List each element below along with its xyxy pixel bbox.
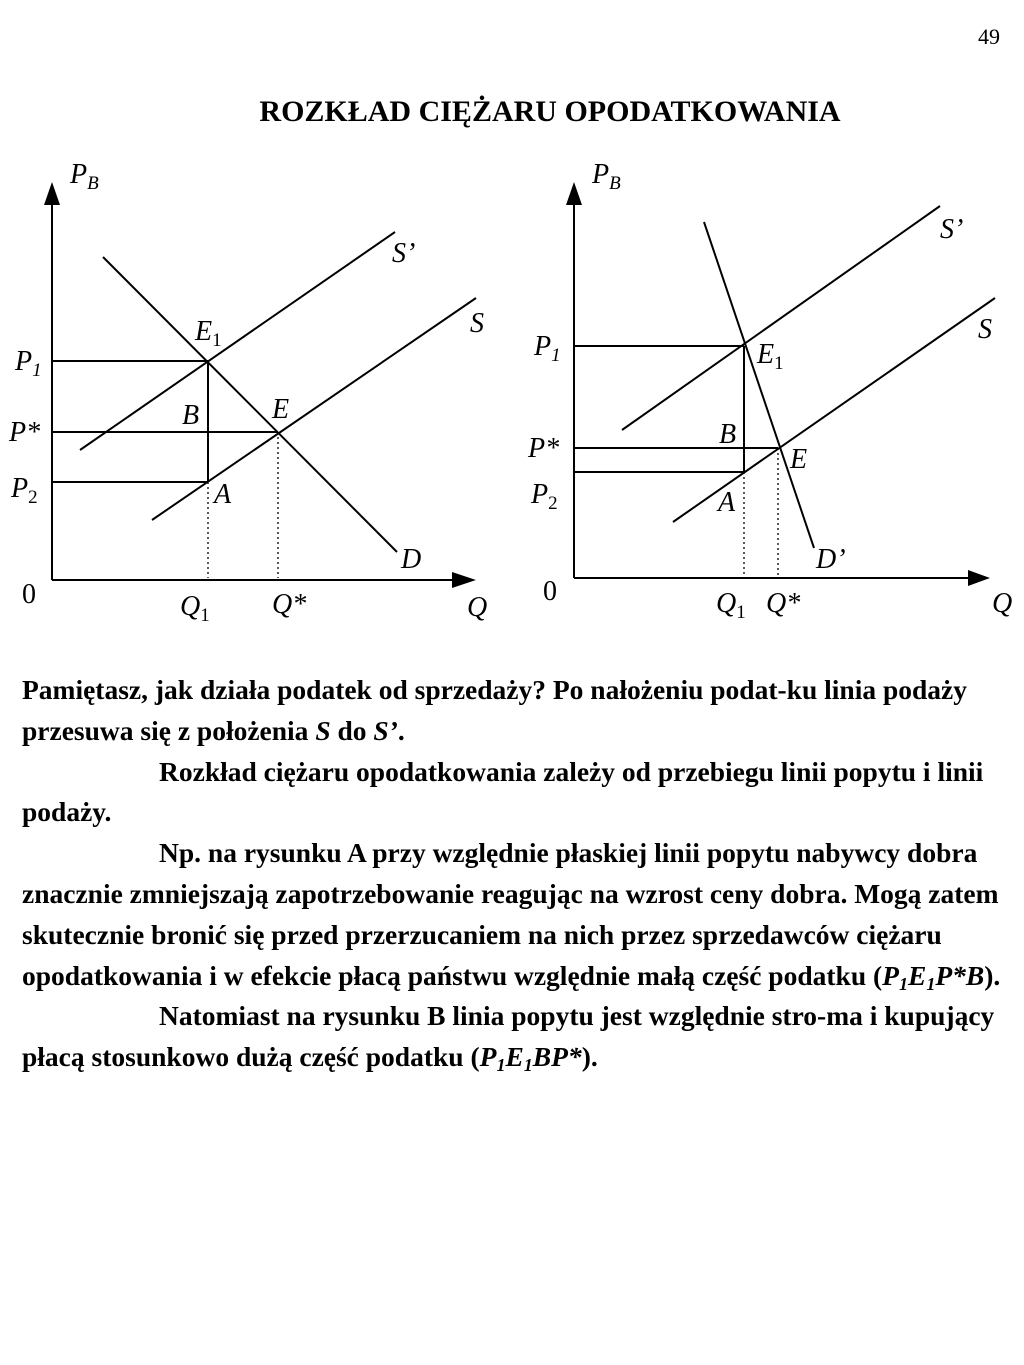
fig-a-demand-label: D [401, 544, 422, 575]
paragraph-3: Np. na rysunku A przy względnie płaskiej linii popytu nabywcy dobra znacznie zmniejszają zapotrzebowanie reagując na wzrost ceny dobra. Mogą zatem skutecznie bronić się przed przerzucaniem na nich przez sprzedawców ciężaru opodatkowania i w efekcie płacą państwu względnie małą część podatku (P1E1P*B). [22, 837, 1001, 994]
fig-a-x-axis-label: Q [467, 592, 488, 623]
fig-a-y-axis-label: $P_B$ [70, 159, 99, 194]
fig-b-demand-label: D’ [816, 544, 846, 575]
fig-b-p1-label: $P_1$ [534, 331, 561, 366]
fig-a-y-arrow [44, 182, 60, 205]
figure-a-labels [8, 159, 487, 626]
fig-a-e-label: E [272, 394, 290, 425]
fig-b-x-arrow [968, 570, 990, 586]
fig-b-y-axis-label: $P_B$ [592, 159, 621, 194]
fig-b-q1-label: $Q_1$ [716, 588, 746, 623]
fig-a-x-arrow [452, 572, 476, 588]
fig-b-e-label: E [790, 444, 808, 475]
fig-b-supply-shifted-line [622, 206, 940, 430]
fig-a-supply-shifted-line [80, 232, 395, 450]
paragraph-4: Natomiast na rysunku B linia popytu jest względnie stro-ma i kupujący płacą stosunkowo dużą część podatku (P1E1BP*). [22, 1000, 995, 1076]
figure-b [566, 182, 995, 586]
page-number: 49 [978, 24, 1000, 49]
fig-a-b-label: B [182, 400, 200, 431]
fig-b-x-axis-label: Q [992, 588, 1013, 619]
fig-a-supply-label: S [470, 308, 484, 339]
fig-b-e1-label: $E_1$ [757, 339, 784, 374]
fig-a-e1-label: $E_1$ [195, 316, 222, 351]
fig-b-a-label: A [718, 487, 736, 518]
fig-b-y-arrow [566, 182, 582, 205]
page-title: ROZKŁAD CIĘŻARU OPODATKOWANIA [259, 95, 841, 128]
fig-a-p2-label: $P_2$ [11, 473, 38, 508]
fig-a-q1-label: $Q_1$ [180, 591, 210, 626]
fig-a-pstar-label: P* [9, 417, 41, 448]
fig-a-origin-label: 0 [22, 579, 36, 610]
fig-b-origin-label: 0 [543, 576, 557, 607]
fig-b-b-label: B [719, 419, 737, 450]
paragraph-2: Rozkład ciężaru opodatkowania zależy od przebiegu linii popytu i linii podaży. [22, 755, 984, 828]
fig-a-supply-shifted-label: S’ [392, 238, 416, 269]
fig-a-qstar-label: Q* [272, 589, 307, 620]
fig-a-a-label: A [214, 479, 232, 510]
figure-b-labels [527, 159, 1012, 623]
fig-b-p2-label: $P_2$ [531, 479, 558, 514]
fig-a-p1-label: $P_1$ [15, 346, 42, 381]
figures [0, 0, 1024, 660]
fig-b-supply-label: S [978, 314, 992, 345]
paragraph-1: Pamiętasz, jak działa podatek od sprzedaży? Po nałożeniu podat-ku linia podaży przesuwa się z położenia S do S’. [22, 674, 968, 746]
fig-b-supply-shifted-label: S’ [940, 214, 964, 245]
fig-b-qstar-label: Q* [766, 588, 801, 619]
fig-b-pstar-label: P* [528, 433, 560, 464]
body-text [22, 670, 1007, 1078]
